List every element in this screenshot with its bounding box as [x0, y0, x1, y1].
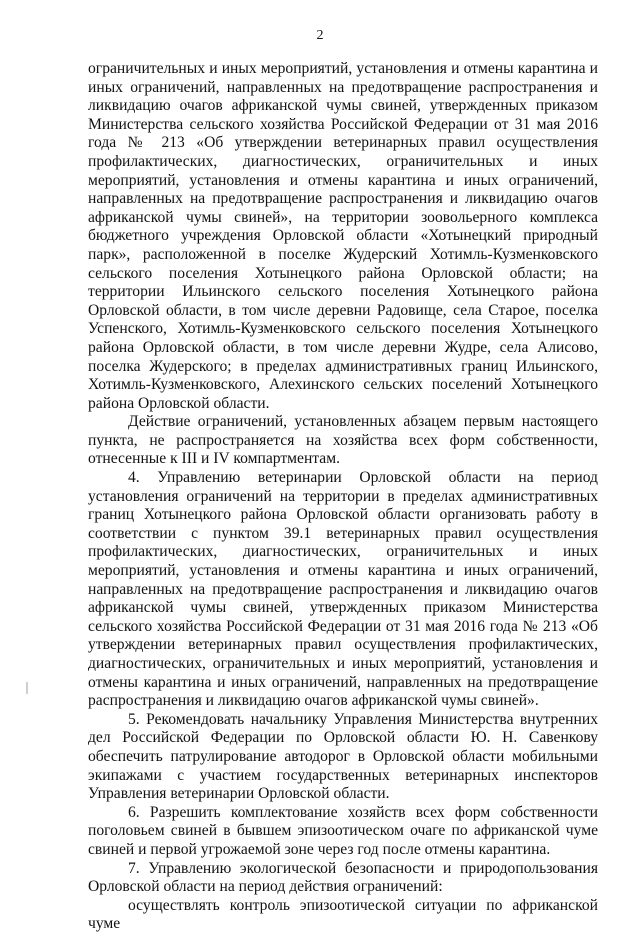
paragraph-restriction-scope: Действие ограничений, установленных абзацем первым настоящего пункта, не распространяется на хозяйства всех форм собственности, отнесенные к III и IV компартментам. [88, 413, 598, 468]
paragraph-item-6: 6. Разрешить комплектование хозяйств всех форм собственности поголовьем свиней в бывшем эпизоотическом очаге по африканской чуме свиней и первой угрожаемой зоне через год после отмены карантина. [88, 803, 598, 858]
paragraph-item-5: 5. Рекомендовать начальнику Управления Министерства внутренних дел Российской Федерации по Орловской области Ю. Н. Савенкову обеспечить патрулирование автодорог в Орловской области мобильными экипажами с участием государственных ветеринарных инспекторов Управления ветеринарии Орловской области. [88, 710, 598, 803]
paragraph-item-4: 4. Управлению ветеринарии Орловской области на период установления ограничений на территории в пределах административных границ Хотынецкого района Орловской области организовать работу в соответствии с пунктом 39.1 ветеринарных правил осуществления профилактических, диагностических, ограничительных и иных мероприятий, установления и отмены карантина и иных ограничений, направленных на предотвращение распространения и ликвидацию очагов африканской чумы свиней, утвержденных приказом Министерства сельского хозяйства Российской Федерации от 31 мая 2016 года № 213 «Об утверждении ветеринарных правил осуществления профилактических, диагностических, ограничительных и иных мероприятий, установления и отмены карантина и иных ограничений, направленных на предотвращение распространения и ликвидацию очагов африканской чумы свиней». [88, 469, 598, 710]
scan-artifact [26, 682, 28, 694]
paragraph-item-7: 7. Управлению экологической безопасности и природопользования Орловской области на период действия ограничений: [88, 859, 598, 896]
document-body [88, 60, 598, 934]
page-number: 2 [316, 28, 324, 43]
paragraph-continuation: ограничительных и иных мероприятий, установления и отмены карантина и иных ограничений, направленных на предотвращение распространения и ликвидацию очагов африканской чумы свиней, утвержденных приказом Министерства сельского хозяйства Российской Федерации от 31 мая 2016 года № 213 «Об утверждении ветеринарных правил осуществления профилактических, диагностических, ограничительных и иных мероприятий, установления и отмены карантина и иных ограничений, направленных на предотвращение распространения и ликвидацию очагов африканской чумы свиней», на территории зоовольерного комплекса бюджетного учреждения Орловской области «Хотынецкий природный парк», расположенной в поселке Жудерский Хотимль-Кузменковского сельского поселения Хотынецкого района Орловской области; на территории Ильинского сельского поселения Хотынецкого района Орловской области, в том числе деревни Радовище, села Старое, поселка Успенского, Хотимль-Кузменковского сельского поселения Хотынецкого района Орловской области, в том числе деревни Жудре, села Алисово, поселка Жудерского; в пределах административных границ Ильинского, Хотимль-Кузменковского, Алехинского сельских поселений Хотынецкого района Орловской области. [88, 60, 598, 412]
paragraph-item-7-sub: осуществлять контроль эпизоотической ситуации по африканской чуме [88, 896, 598, 933]
